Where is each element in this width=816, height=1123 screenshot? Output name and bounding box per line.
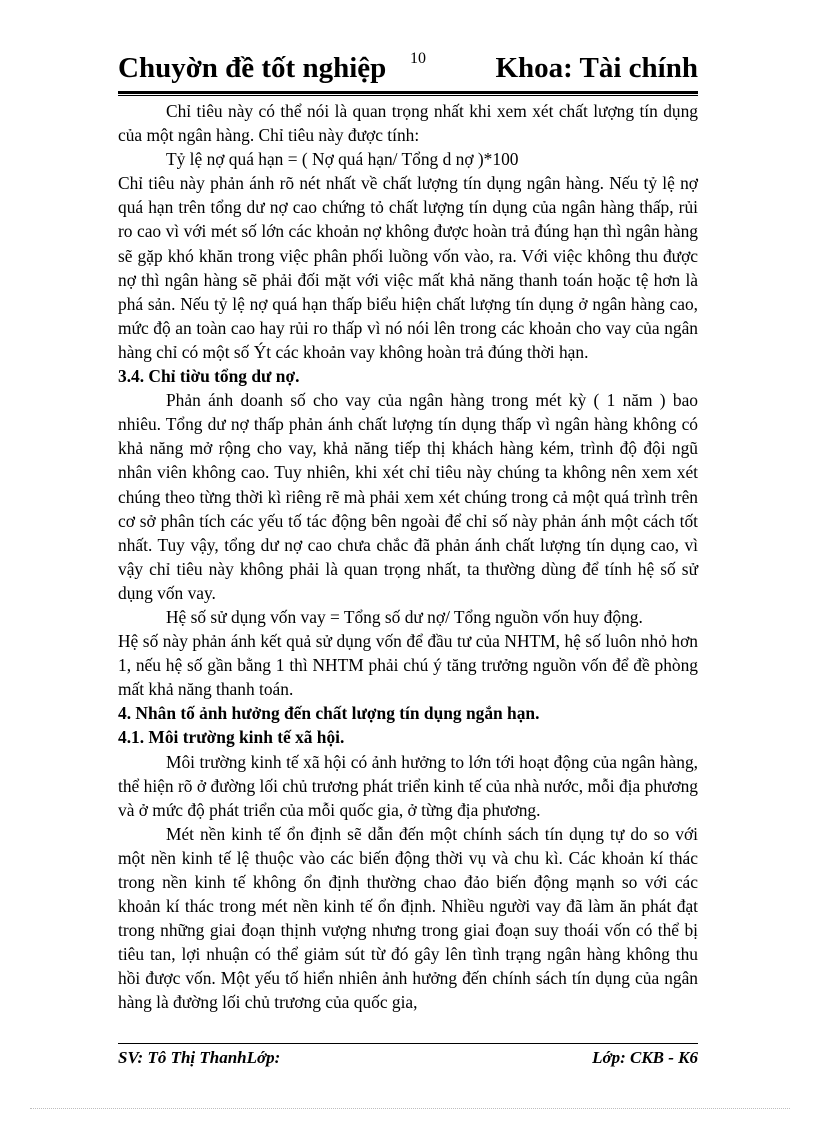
header-rule-thin: [118, 95, 698, 96]
page-header: [118, 50, 698, 92]
class-label: Lớp: CKB - K6: [592, 1048, 698, 1067]
page-edge-dotted-line: [30, 1108, 790, 1109]
paragraph: Hệ số này phản ánh kết quả sử dụng vốn để đầu tư của NHTM, hệ số luôn nhỏ hơn 1, nếu hệ số gần bằng 1 thì NHTM phải chú ý tăng trưởng nguồn vốn để đề phòng mất khả năng thanh toán.: [118, 631, 698, 700]
page-number: 10: [410, 50, 426, 67]
page-body: [118, 99, 698, 1015]
section-heading-4: 4. Nhân tố ảnh hưởng đến chất lượng tín dụng ngắn hạn.: [118, 703, 540, 724]
section-heading-4-1: 4.1. Môi trường kinh tế xã hội.: [118, 727, 345, 748]
student-name: SV: Tô Thị ThanhLớp:: [118, 1048, 281, 1067]
paragraph: Chỉ tiêu này phản ánh rõ nét nhất về chất lượng tín dụng ngân hàng. Nếu tỷ lệ nợ quá hạn trên tổng dư nợ cao chứng tỏ chất lượng tín dụng của ngân hàng thấp, rủi ro cao vì với mét số lớn các khoản nợ không được hoàn trả đúng hạn thì ngân hàng sẽ gặp khó khăn trong việc phân phối luồng vốn vào, ra. Với việc không thu được nợ thì ngân hàng sẽ phải đối mặt với việc mất khả năng thanh toán hoặc tệ hơn là phá sản. Nếu tỷ lệ nợ quá hạn thấp biểu hiện chất lượng tín dụng ở ngân hàng cao, mức độ an toàn cao hay rủi ro thấp vì nó nói lên trong các khoản cho vay của ngân hàng chỉ có một số Ýt các khoản vay không hoàn trả đúng thời hạn.: [118, 173, 698, 362]
paragraph: Môi trường kinh tế xã hội có ảnh hưởng to lớn tới hoạt động của ngân hàng, thể hiện rõ ở đường lối chủ trương phát triển kinh tế của nhà nước, mỗi địa phương và ở mức độ phát triển của mỗi quốc gia, ở từng địa phương.: [118, 751, 698, 820]
document-title: Chuyờn đề tốt nghiệp: [118, 52, 387, 84]
formula-overdue-ratio: Tỷ lệ nợ quá hạn = ( Nợ quá hạn/ Tổng d nợ )*100: [166, 149, 519, 170]
faculty-label: Khoa: Tài chính: [495, 52, 698, 84]
paragraph: Chỉ tiêu này có thể nói là quan trọng nhất khi xem xét chất lượng tín dụng của một ngân hàng. Chỉ tiêu này được tính:: [118, 101, 698, 146]
section-heading-3-4: 3.4. Chỉ tiờu tổng dư nợ.: [118, 366, 300, 387]
paragraph: Phản ánh doanh số cho vay của ngân hàng trong mét kỳ ( 1 năm ) bao nhiêu. Tổng dư nợ thấp phản ánh chất lượng tín dụng thấp vì ngân hàng không có khả năng mở rộng cho vay, khả năng tiếp thị khách hàng kém, trình độ đội ngũ nhân viên không cao. Tuy nhiên, khi xét chỉ tiêu này chúng ta không nên xem xét chúng theo từng thời kì riêng rẽ mà phải xem xét chúng trong cả một quá trình trên cơ sở phân tích các yếu tố tác động bên ngoài để chỉ số này phản ánh một cách tốt nhất. Tuy vậy, tổng dư nợ cao chưa chắc đã phản ánh chất lượng tín dụng cao, vì vậy chỉ tiêu này không phải là quan trọng nhất, ta thường dùng để tính hệ số sử dụng vốn vay.: [118, 390, 698, 603]
page-footer: [118, 1048, 698, 1074]
paragraph: Mét nền kinh tế ổn định sẽ dẫn đến một chính sách tín dụng tự do so với một nền kinh tế lệ thuộc vào các biến động thời vụ và chu kì. Các khoản kí thác trong nền kinh tế không ổn định thường chao đảo biến động mạnh so với các khoản kí thác trong mét nền kinh tế ổn định. Nhiều người vay đã làm ăn phát đạt trong những giai đoạn thịnh vượng nhưng trong giai đoạn suy thoái vốn có thể bị tiêu tan, lợi nhuận có thể giảm sút từ đó gây lên tình trạng ngân hàng không thu hồi được vốn. Một yếu tố hiển nhiên ảnh hưởng đến chính sách tín dụng của ngân hàng là đường lối chủ trương của quốc gia,: [118, 823, 698, 1013]
header-rule: [118, 91, 698, 94]
footer-rule: [118, 1043, 698, 1044]
formula-loan-usage-ratio: Hệ số sử dụng vốn vay = Tổng số dư nợ/ Tổng nguồn vốn huy động.: [166, 606, 643, 627]
